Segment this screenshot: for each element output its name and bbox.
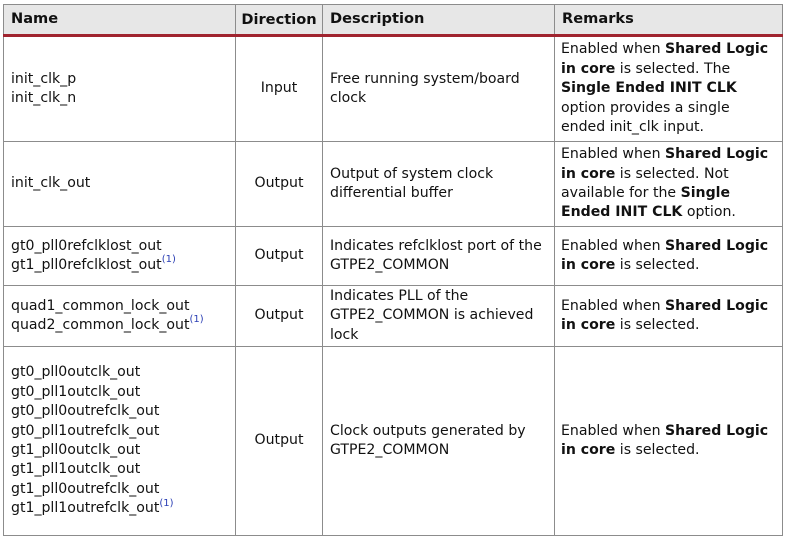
- port-name: gt0_pll0outrefclk_out: [11, 403, 160, 420]
- port-name: gt1_pll1outrefclk_out: [11, 500, 160, 517]
- remarks-text: Enabled when: [561, 41, 665, 58]
- remarks-text: is selected.: [615, 317, 700, 333]
- remarks-bold-text: Shared Logic in core: [561, 297, 769, 333]
- port-name: quad1_common_lock_out: [11, 297, 190, 314]
- remarks-cell: [555, 36, 783, 142]
- footnote-ref-link[interactable]: (1): [159, 497, 174, 509]
- remarks-text: is selected. The: [615, 60, 731, 77]
- remarks-text: is selected.: [615, 442, 700, 458]
- port-name: init_clk_out: [11, 175, 91, 192]
- table-row: [4, 286, 783, 347]
- remarks-bold-text: Single Ended INIT CLK: [561, 80, 737, 97]
- port-name-with-footnote: [11, 316, 229, 335]
- port-description-table: [3, 4, 783, 536]
- direction-cell: Input: [236, 36, 323, 142]
- remarks-text: Enabled when: [561, 297, 665, 314]
- description-cell: Free running system/board clock: [323, 36, 555, 142]
- remarks-text: option provides a single ended init_clk input.: [561, 99, 730, 136]
- remarks-text: Enabled when: [561, 237, 665, 254]
- port-name-with-footnote: [11, 256, 229, 275]
- port-name: quad2_common_lock_out: [11, 317, 190, 333]
- remarks-bold-text: Shared Logic in core: [561, 146, 769, 182]
- port-name-cell: [4, 347, 236, 536]
- description-cell: Output of system clock differential buffer: [323, 142, 555, 227]
- table-header-row: [4, 5, 783, 36]
- remarks-cell: [555, 347, 783, 536]
- port-name: init_clk_p: [11, 70, 77, 87]
- port-name-cell: [4, 227, 236, 286]
- remarks-text: option.: [682, 204, 736, 221]
- remarks-bold-text: Shared Logic in core: [561, 422, 769, 458]
- table-row: [4, 227, 783, 286]
- remarks-text: is selected. Not available for the: [561, 165, 729, 201]
- port-name: gt1_pll0outclk_out: [11, 442, 141, 458]
- header-remarks: Remarks: [555, 5, 783, 36]
- port-name-cell: [4, 286, 236, 347]
- footnote-ref-link[interactable]: (1): [189, 314, 204, 326]
- header-direction: Direction: [236, 5, 323, 36]
- direction-cell: Output: [236, 286, 323, 347]
- remarks-text: Enabled when: [561, 146, 665, 163]
- port-name-with-footnote: [11, 499, 229, 518]
- port-name: gt1_pll1outclk_out: [11, 461, 141, 478]
- remarks-cell: [555, 142, 783, 227]
- remarks-text: is selected.: [615, 257, 700, 273]
- description-cell: Indicates PLL of the GTPE2_COMMON is achieved lock: [323, 286, 555, 347]
- port-name: gt0_pll0refclklost_out: [11, 237, 162, 254]
- port-name: gt0_pll0outclk_out: [11, 364, 141, 381]
- port-name: gt0_pll1outrefclk_out: [11, 422, 160, 439]
- table-row: [4, 142, 783, 227]
- footnote-ref-link[interactable]: (1): [161, 254, 176, 266]
- direction-cell: Output: [236, 142, 323, 227]
- remarks-cell: [555, 286, 783, 347]
- remarks-bold-text: Shared Logic in core: [561, 41, 769, 77]
- port-name: init_clk_n: [11, 90, 77, 106]
- description-cell: Indicates refclklost port of the GTPE2_COMMON: [323, 227, 555, 286]
- table-row: [4, 36, 783, 142]
- port-name: gt0_pll1outclk_out: [11, 383, 141, 400]
- port-name: gt1_pll0outrefclk_out: [11, 480, 160, 497]
- header-name: Name: [4, 5, 236, 36]
- remarks-bold-text: Shared Logic in core: [561, 237, 769, 273]
- remarks-cell: [555, 227, 783, 286]
- remarks-text: Enabled when: [561, 422, 665, 439]
- port-name-cell: [4, 36, 236, 142]
- direction-cell: Output: [236, 227, 323, 286]
- port-name: gt1_pll0refclklost_out: [11, 257, 162, 273]
- remarks-bold-text: Single Ended INIT CLK: [561, 185, 731, 221]
- table-row: [4, 347, 783, 536]
- header-description: Description: [323, 5, 555, 36]
- direction-cell: Output: [236, 347, 323, 536]
- port-name-cell: [4, 142, 236, 227]
- description-cell: Clock outputs generated by GTPE2_COMMON: [323, 347, 555, 536]
